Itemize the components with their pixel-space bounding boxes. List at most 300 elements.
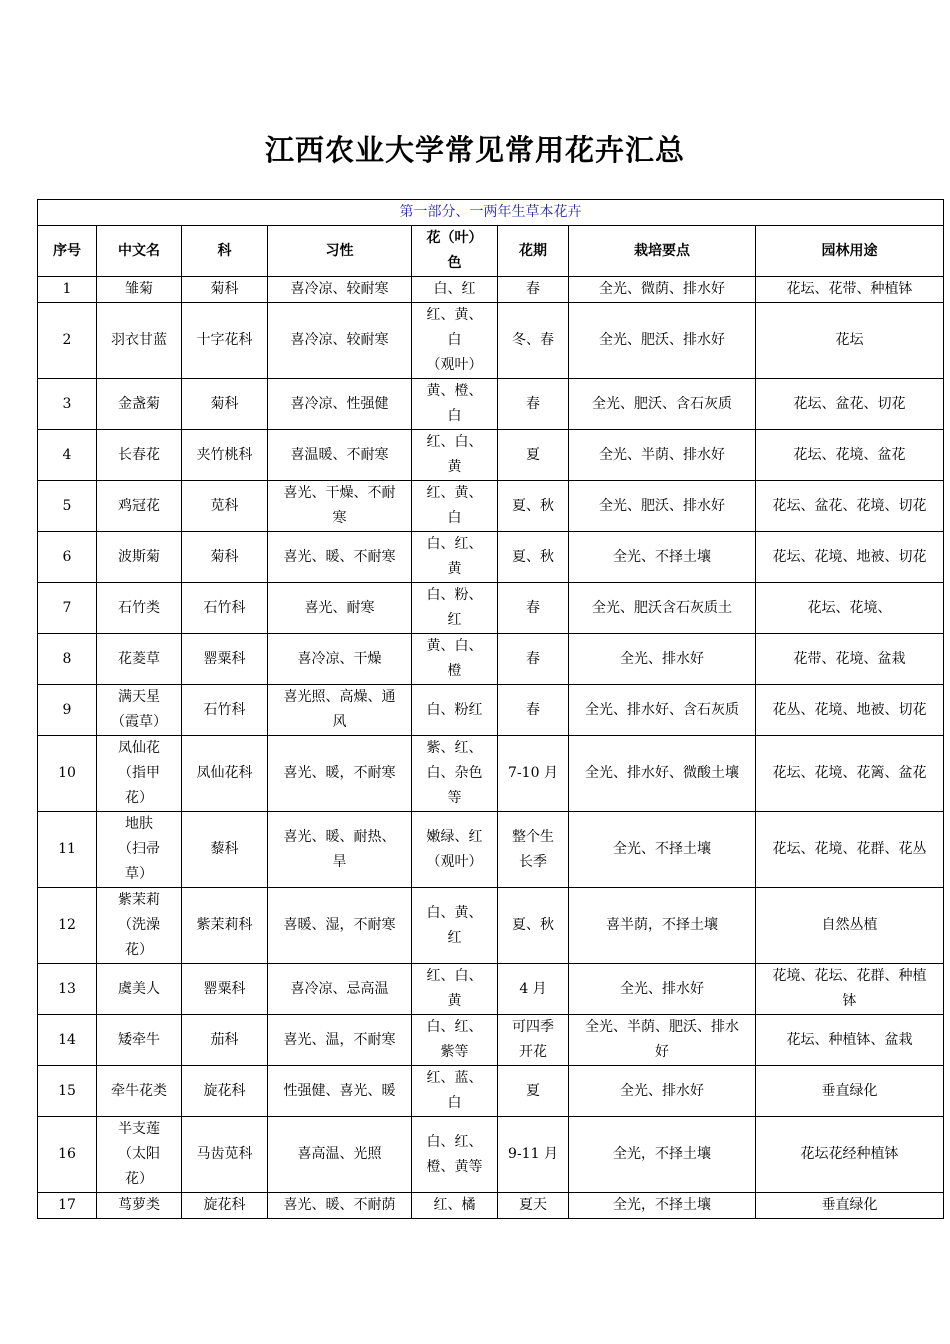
cell-period: [498, 481, 569, 532]
cell-use: [756, 1117, 944, 1193]
cell-family: 苋科: [182, 481, 268, 532]
cell-use: [756, 685, 944, 736]
cell-family: 十字花科: [182, 303, 268, 379]
table-row: [38, 1066, 944, 1117]
cell-family: 紫茉莉科: [182, 888, 268, 964]
cell-habit: [268, 812, 412, 888]
cell-cultivation: [569, 685, 756, 736]
table-row: [38, 277, 944, 303]
cell-use: [756, 888, 944, 964]
cell-cultivation-line: 全光、半荫、肥沃、排水: [585, 1019, 739, 1035]
cell-color-line: 红: [447, 612, 462, 628]
cell-habit: [268, 1015, 412, 1066]
table-body: [38, 277, 944, 1219]
table-row: [38, 1193, 944, 1219]
cell-use-line: 花坛、花境、地被、切花: [772, 548, 927, 565]
cell-cultivation: [569, 1066, 756, 1117]
header-row: [38, 226, 944, 277]
table-row: [38, 481, 944, 532]
table-row: [38, 430, 944, 481]
cell-habit-line: 性强健、喜光、暖: [283, 1082, 396, 1099]
header-name: 中文名: [97, 226, 182, 277]
cell-habit-line: 旱: [332, 853, 347, 870]
table-row: [38, 303, 944, 379]
cell-color: [412, 964, 498, 1015]
cell-period-line: 春: [526, 701, 540, 718]
cell-name-line: （扫帚: [118, 841, 160, 857]
cell-cultivation-line: 全光、肥沃、含石灰质: [592, 395, 732, 412]
cell-habit-line: 喜冷凉、较耐寒: [290, 332, 389, 348]
cell-habit: [268, 481, 412, 532]
header-use: 园林用途: [756, 226, 944, 277]
cell-cultivation-line: 全光、肥沃、排水好: [599, 332, 725, 348]
cell-habit-line: 喜光、暖、耐热、: [283, 828, 396, 845]
cell-use: [756, 583, 944, 634]
cell-period-line: 春: [526, 395, 540, 412]
cell-color-line: 白: [447, 510, 462, 526]
cell-color: [412, 430, 498, 481]
header-color-line2: 色: [447, 255, 462, 271]
cell-use-line: 垂直绿化: [821, 1082, 878, 1099]
cell-color: [412, 1066, 498, 1117]
cell-period: [498, 430, 569, 481]
cell-name-line: 茑萝类: [118, 1197, 160, 1213]
cell-use-line: 花坛花经种植钵: [800, 1146, 899, 1162]
cell-no: 2: [38, 303, 97, 379]
cell-use: [756, 1015, 944, 1066]
cell-cultivation: [569, 634, 756, 685]
cell-name-line: 花）: [125, 1171, 153, 1187]
cell-use-line: 花坛、花带、种植钵: [786, 281, 913, 297]
cell-name-line: 金盏菊: [118, 395, 160, 412]
cell-habit: [268, 685, 412, 736]
cell-period-line: 开花: [519, 1044, 547, 1060]
cell-family: 石竹科: [182, 685, 268, 736]
cell-use-line: 花带、花境、盆栽: [793, 650, 906, 667]
cell-period-line: 7-10 月: [508, 765, 558, 781]
cell-name: [97, 1015, 182, 1066]
cell-use-line: 花坛、盆花、切花: [793, 395, 906, 412]
cell-color-line: 白: [447, 332, 462, 348]
cell-no: 17: [38, 1193, 97, 1219]
cell-color-line: 黄、橙、: [426, 383, 483, 399]
cell-name: [97, 685, 182, 736]
cell-name: [97, 1066, 182, 1117]
cell-no: 8: [38, 634, 97, 685]
cell-color-line: 白、粉红: [426, 701, 483, 718]
cell-color-line: 红、白、: [426, 434, 483, 450]
cell-period: [498, 888, 569, 964]
cell-cultivation: [569, 430, 756, 481]
cell-name-line: 羽衣甘蓝: [111, 332, 167, 348]
cell-use: [756, 736, 944, 812]
cell-use: [756, 481, 944, 532]
cell-color: [412, 634, 498, 685]
cell-period: [498, 379, 569, 430]
cell-cultivation-line: 全光、半荫、排水好: [599, 446, 725, 463]
cell-use-line: 自然丛植: [821, 917, 878, 933]
cell-use: [756, 379, 944, 430]
cell-color-line: 红、白、: [426, 968, 483, 984]
cell-color-line: 红、橘: [433, 1197, 476, 1213]
page-title: 江西农业大学常见常用花卉汇总: [264, 133, 685, 167]
flower-table: [37, 199, 944, 1219]
cell-color: [412, 379, 498, 430]
cell-name-line: 矮牵牛: [118, 1031, 160, 1048]
cell-color-line: 白、杂色: [426, 765, 483, 781]
cell-color: [412, 481, 498, 532]
cell-habit-line: 喜冷凉、较耐寒: [290, 281, 389, 297]
cell-family: 菊科: [182, 379, 268, 430]
cell-cultivation: [569, 1015, 756, 1066]
cell-cultivation-line: 全光、不择土壤: [613, 548, 711, 565]
cell-family: 菊科: [182, 532, 268, 583]
cell-color-line: 白、红、: [426, 1133, 483, 1150]
cell-cultivation: [569, 964, 756, 1015]
cell-habit: [268, 1193, 412, 1219]
cell-color: [412, 532, 498, 583]
header-no: 序号: [38, 226, 97, 277]
cell-name-line: 地肤: [125, 816, 153, 832]
cell-color-line: 黄: [447, 459, 462, 475]
cell-name: [97, 964, 182, 1015]
cell-name-line: （霞草）: [111, 714, 167, 730]
cell-habit-line: 风: [332, 714, 347, 730]
table-row: [38, 583, 944, 634]
table-row: [38, 634, 944, 685]
cell-cultivation-line: 全光、排水好、微酸土壤: [585, 765, 739, 781]
cell-family: 马齿苋科: [182, 1117, 268, 1193]
cell-cultivation-line: 全光，不择土壤: [613, 1197, 711, 1213]
cell-color: [412, 1193, 498, 1219]
cell-name-line: （洗澡: [118, 917, 160, 933]
cell-name-line: 草）: [125, 866, 153, 882]
cell-period: [498, 583, 569, 634]
cell-family: 藜科: [182, 812, 268, 888]
cell-cultivation: [569, 888, 756, 964]
cell-name: [97, 888, 182, 964]
cell-name: [97, 1117, 182, 1193]
section-title: 第一部分、一两年生草本花卉: [38, 200, 944, 226]
cell-no: 9: [38, 685, 97, 736]
cell-color-line: 嫩绿、红: [426, 828, 483, 845]
cell-period: [498, 1015, 569, 1066]
cell-name: [97, 303, 182, 379]
cell-habit-line: 喜光、干燥、不耐: [283, 485, 396, 501]
cell-color-line: 紫等: [440, 1044, 469, 1060]
cell-cultivation-line: 全光、肥沃、排水好: [599, 497, 725, 514]
cell-habit: [268, 379, 412, 430]
cell-color-line: 黄: [447, 993, 462, 1009]
cell-family: 罂粟科: [182, 964, 268, 1015]
cell-cultivation: [569, 481, 756, 532]
cell-color-line: 橙、黄等: [426, 1158, 483, 1175]
cell-use-line: 花坛: [835, 332, 864, 348]
cell-habit-line: 喜温暖、不耐寒: [290, 446, 389, 463]
cell-period: [498, 532, 569, 583]
cell-use: [756, 1193, 944, 1219]
cell-habit-line: 喜光、暖，不耐寒: [283, 765, 396, 781]
cell-use: [756, 277, 944, 303]
cell-cultivation-line: 全光、排水好: [620, 1082, 704, 1099]
cell-color-line: 紫、红、: [426, 740, 483, 756]
cell-name: [97, 634, 182, 685]
cell-use-line: 花坛、花境、花群、花丛: [772, 841, 927, 857]
cell-use-line: 花坛、花境、: [807, 599, 892, 616]
cell-cultivation-line: 全光、排水好: [620, 980, 704, 997]
table-row: [38, 736, 944, 812]
cell-color: [412, 303, 498, 379]
cell-cultivation-line: 喜半荫，不择土壤: [606, 917, 718, 933]
cell-period-line: 4 月: [519, 980, 547, 997]
cell-period: [498, 1193, 569, 1219]
cell-use: [756, 532, 944, 583]
cell-habit: [268, 736, 412, 812]
cell-color-line: 红、黄、: [426, 485, 483, 501]
cell-habit: [268, 1117, 412, 1193]
cell-family: 罂粟科: [182, 634, 268, 685]
cell-name-line: 牵牛花类: [111, 1082, 167, 1099]
table-row: [38, 379, 944, 430]
table-row: [38, 685, 944, 736]
cell-name-line: （指甲: [118, 765, 160, 781]
cell-use: [756, 634, 944, 685]
cell-period-line: 可四季: [512, 1019, 554, 1035]
cell-cultivation: [569, 1117, 756, 1193]
cell-cultivation: [569, 583, 756, 634]
cell-habit-line: 喜冷凉、性强健: [290, 395, 389, 412]
cell-no: 4: [38, 430, 97, 481]
cell-name: [97, 583, 182, 634]
cell-habit: [268, 888, 412, 964]
cell-name-line: 凤仙花: [118, 740, 160, 756]
cell-period-line: 春: [526, 599, 540, 616]
cell-period: [498, 303, 569, 379]
cell-color: [412, 888, 498, 964]
cell-use: [756, 430, 944, 481]
cell-family: 旋花科: [182, 1193, 268, 1219]
table-row: [38, 532, 944, 583]
cell-cultivation-line: 全光、微荫、排水好: [599, 281, 725, 297]
cell-habit-line: 喜暖、湿，不耐寒: [283, 917, 396, 933]
cell-habit-line: 喜光、耐寒: [304, 599, 375, 616]
cell-cultivation-line: 全光、不择土壤: [613, 841, 711, 857]
cell-color-line: 橙: [447, 663, 462, 679]
cell-family: 旋花科: [182, 1066, 268, 1117]
table-row: [38, 964, 944, 1015]
cell-cultivation: [569, 736, 756, 812]
cell-name: [97, 1193, 182, 1219]
cell-habit-line: 寒: [332, 510, 347, 526]
cell-period: [498, 812, 569, 888]
table-row: [38, 888, 944, 964]
header-family: 科: [182, 226, 268, 277]
cell-color: [412, 736, 498, 812]
cell-habit: [268, 634, 412, 685]
cell-no: 6: [38, 532, 97, 583]
cell-name: [97, 736, 182, 812]
header-cultivation: 栽培要点: [569, 226, 756, 277]
cell-family: 夹竹桃科: [182, 430, 268, 481]
cell-color: [412, 812, 498, 888]
cell-no: 7: [38, 583, 97, 634]
cell-family: 石竹科: [182, 583, 268, 634]
cell-habit-line: 喜光照、高燥、通: [283, 689, 396, 705]
cell-color-line: 白、红: [433, 281, 476, 297]
cell-name: [97, 532, 182, 583]
cell-cultivation-line: 全光，不择土壤: [613, 1146, 711, 1162]
cell-period-line: 夏、秋: [512, 917, 554, 933]
cell-use-line: 垂直绿化: [821, 1197, 878, 1213]
cell-color-line: 白、粉、: [426, 587, 483, 603]
cell-period-line: 夏、秋: [512, 497, 554, 514]
cell-name-line: 花菱草: [118, 650, 160, 667]
cell-name-line: 半支莲: [118, 1121, 160, 1137]
cell-habit: [268, 303, 412, 379]
cell-period-line: 夏、秋: [512, 548, 554, 565]
cell-family: 菊科: [182, 277, 268, 303]
cell-cultivation: [569, 1193, 756, 1219]
cell-cultivation: [569, 277, 756, 303]
cell-color-line: 红、蓝、: [426, 1070, 483, 1086]
cell-color-line: （观叶）: [426, 357, 483, 373]
cell-cultivation-line: 好: [655, 1044, 669, 1060]
cell-use: [756, 303, 944, 379]
cell-use-line: 花境、花坛、花群、种植: [772, 968, 927, 984]
cell-no: 16: [38, 1117, 97, 1193]
cell-habit: [268, 964, 412, 1015]
cell-family: 茄科: [182, 1015, 268, 1066]
cell-period-line: 夏: [526, 1082, 540, 1099]
cell-name: [97, 481, 182, 532]
cell-period: [498, 685, 569, 736]
header-color-line1: 花（叶）: [426, 230, 483, 246]
cell-color-line: 白: [447, 1095, 462, 1111]
cell-use: [756, 812, 944, 888]
cell-name-line: 紫茉莉: [118, 892, 160, 908]
cell-color-line: 黄: [447, 561, 462, 577]
cell-name-line: （太阳: [118, 1146, 160, 1162]
cell-habit-line: 喜光、暖、不耐荫: [283, 1197, 396, 1213]
cell-no: 10: [38, 736, 97, 812]
cell-name-line: 鸡冠花: [118, 497, 160, 514]
cell-family: 凤仙花科: [182, 736, 268, 812]
cell-color: [412, 277, 498, 303]
cell-cultivation-line: 全光、肥沃含石灰质土: [592, 599, 732, 616]
cell-use: [756, 1066, 944, 1117]
cell-cultivation-line: 全光、排水好: [620, 650, 704, 667]
cell-period-line: 春: [526, 281, 540, 297]
cell-use-line: 花坛、花境、花篱、盆花: [772, 765, 927, 781]
cell-period: [498, 736, 569, 812]
header-color: [412, 226, 498, 277]
cell-name: [97, 379, 182, 430]
cell-name-line: 花）: [125, 790, 153, 806]
cell-period: [498, 1117, 569, 1193]
cell-no: 3: [38, 379, 97, 430]
cell-name-line: 虞美人: [118, 980, 160, 997]
cell-no: 5: [38, 481, 97, 532]
table-row: [38, 1117, 944, 1193]
cell-cultivation: [569, 812, 756, 888]
cell-color-line: （观叶）: [426, 853, 483, 870]
cell-name-line: 满天星: [118, 689, 160, 705]
cell-habit-line: 喜光、暖、不耐寒: [283, 548, 396, 565]
cell-name: [97, 277, 182, 303]
cell-habit: [268, 1066, 412, 1117]
cell-habit: [268, 277, 412, 303]
header-habit: 习性: [268, 226, 412, 277]
cell-color-line: 白、红、: [426, 1019, 483, 1035]
cell-no: 1: [38, 277, 97, 303]
cell-name-line: 波斯菊: [118, 548, 160, 565]
cell-color-line: 红: [447, 929, 462, 946]
cell-period-line: 冬、春: [512, 332, 554, 348]
cell-color: [412, 1117, 498, 1193]
cell-use-line: 花坛、盆花、花境、切花: [772, 497, 927, 514]
cell-habit: [268, 532, 412, 583]
cell-no: 12: [38, 888, 97, 964]
cell-period: [498, 277, 569, 303]
cell-period-line: 9-11 月: [508, 1146, 558, 1162]
cell-habit-line: 喜光、温，不耐寒: [283, 1031, 396, 1048]
cell-period: [498, 964, 569, 1015]
cell-habit: [268, 583, 412, 634]
cell-period-line: 夏: [526, 446, 540, 463]
cell-name-line: 石竹类: [118, 599, 160, 616]
cell-use-line: 钵: [842, 993, 857, 1009]
cell-name: [97, 812, 182, 888]
cell-color-line: 白: [447, 408, 462, 424]
cell-color-line: 红、黄、: [426, 307, 483, 323]
cell-color-line: 黄、白、: [426, 638, 483, 654]
cell-use-line: 花丛、花境、地被、切花: [772, 701, 927, 718]
cell-cultivation-line: 全光、排水好、含石灰质: [585, 701, 739, 718]
cell-period-line: 整个生: [512, 828, 554, 845]
cell-use-line: 花坛、花境、盆花: [793, 446, 906, 463]
cell-period-line: 长季: [519, 853, 547, 870]
cell-cultivation: [569, 379, 756, 430]
table-row: [38, 812, 944, 888]
cell-color-line: 白、红、: [426, 536, 483, 552]
cell-period-line: 春: [526, 650, 540, 667]
cell-color: [412, 583, 498, 634]
cell-color-line: 白、黄、: [426, 904, 483, 921]
cell-name: [97, 430, 182, 481]
table-row: [38, 1015, 944, 1066]
cell-period: [498, 1066, 569, 1117]
cell-use: [756, 964, 944, 1015]
cell-color: [412, 685, 498, 736]
cell-color-line: 等: [447, 790, 462, 806]
cell-period: [498, 634, 569, 685]
cell-use-line: 花坛、种植钵、盆栽: [786, 1031, 913, 1048]
cell-cultivation: [569, 303, 756, 379]
cell-habit-line: 喜冷凉、干燥: [297, 650, 382, 667]
cell-no: 15: [38, 1066, 97, 1117]
cell-color: [412, 1015, 498, 1066]
cell-cultivation: [569, 532, 756, 583]
cell-habit-line: 喜冷凉、忌高温: [290, 980, 389, 997]
header-period: 花期: [498, 226, 569, 277]
cell-no: 14: [38, 1015, 97, 1066]
cell-name-line: 花）: [125, 942, 153, 958]
cell-name-line: 长春花: [118, 446, 160, 463]
cell-no: 11: [38, 812, 97, 888]
cell-name-line: 雏菊: [125, 281, 153, 297]
cell-no: 13: [38, 964, 97, 1015]
cell-habit: [268, 430, 412, 481]
